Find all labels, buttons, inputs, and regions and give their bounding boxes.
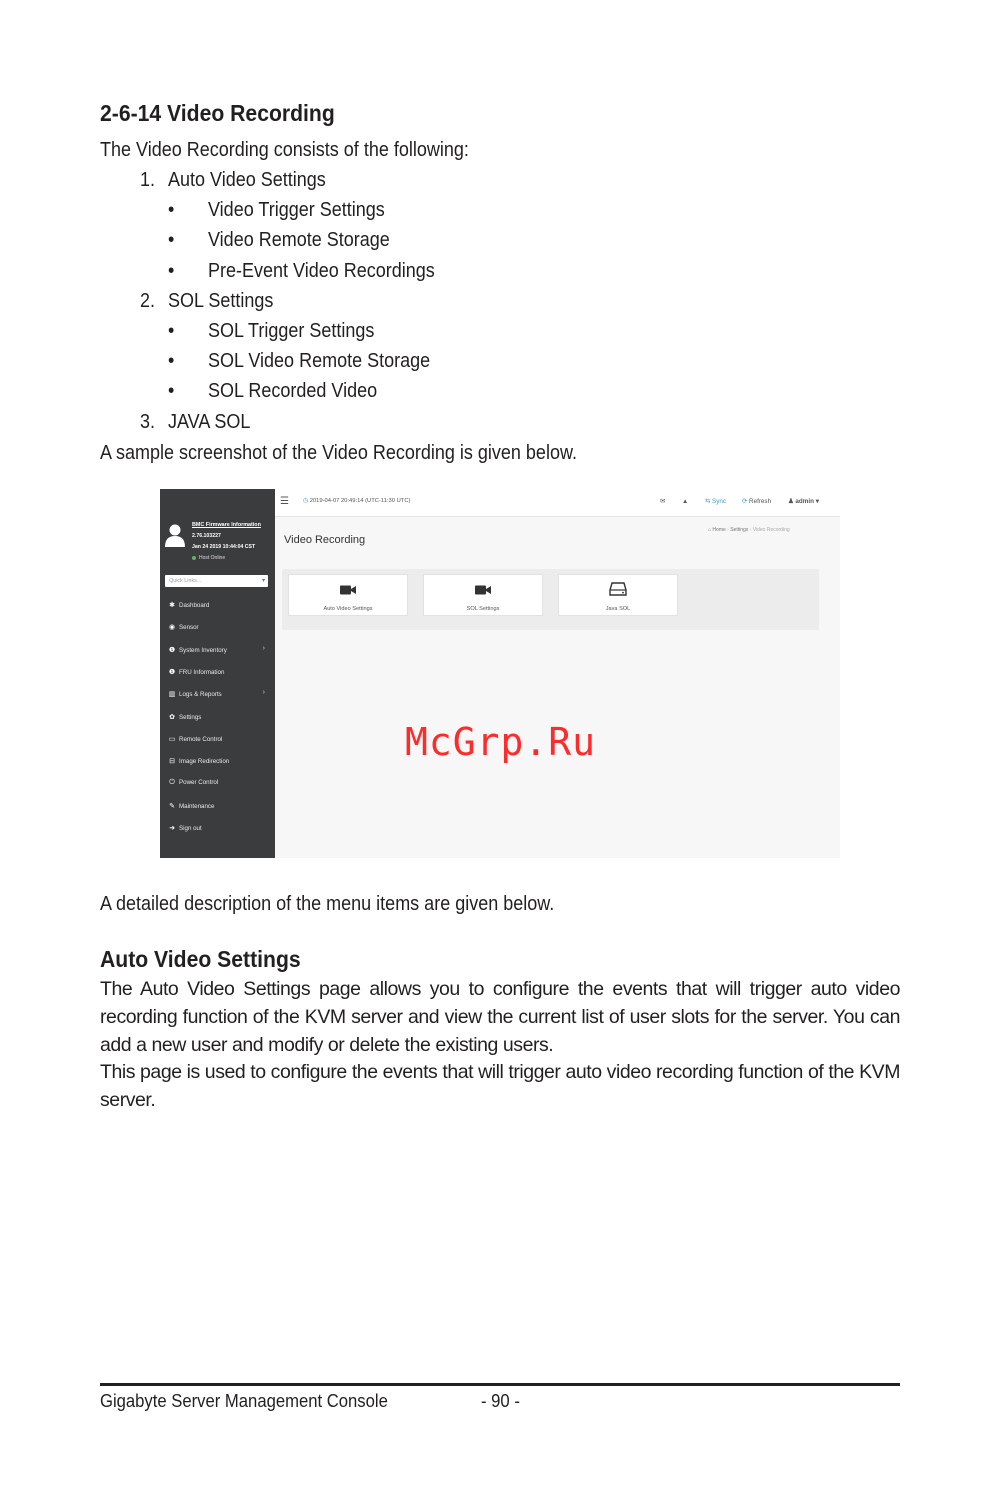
- sync-icon: ⇆: [705, 498, 711, 505]
- page-number: - 90 -: [481, 1390, 520, 1411]
- status-dot-icon: [192, 556, 196, 560]
- sidebar: [160, 489, 275, 858]
- list-number: 3.: [140, 410, 156, 433]
- bar-chart-icon: ▥: [168, 691, 176, 699]
- bullet-icon: •: [168, 199, 175, 222]
- user-menu[interactable]: [788, 498, 819, 505]
- bullet-icon: •: [168, 350, 175, 373]
- monitor-icon: ▭: [168, 735, 176, 743]
- sidebar-item-image-redirection[interactable]: [168, 757, 229, 765]
- card-auto-video-settings[interactable]: [288, 574, 408, 616]
- breadcrumb-settings[interactable]: Settings: [730, 527, 749, 533]
- list-item-label: SOL Settings: [168, 289, 274, 312]
- sample-caption: A sample screenshot of the Video Recording is given below.: [100, 442, 577, 464]
- caret-down-icon: ▾: [815, 498, 819, 505]
- gear-icon: ✿: [169, 713, 175, 721]
- sub-item-label: Video Trigger Settings: [208, 199, 385, 222]
- video-camera-icon: [424, 582, 542, 600]
- sidebar-item-power-control[interactable]: [168, 779, 218, 787]
- sidebar-item-label: Sensor: [179, 624, 199, 632]
- card-java-sol[interactable]: [558, 574, 678, 616]
- sidebar-item-label: Sign out: [179, 825, 202, 832]
- user-label: admin: [795, 498, 814, 505]
- dashboard-icon: ✱: [169, 602, 175, 609]
- sidebar-item-label: Maintenance: [179, 802, 215, 810]
- bmc-version: 2.76.103227: [192, 533, 221, 539]
- auto-video-paragraph-2: This page is used to configure the events that will trigger auto video recording function of the KVM server.: [100, 1061, 900, 1111]
- bullet-icon: •: [168, 259, 175, 282]
- card-label: Java SOL: [605, 606, 631, 612]
- refresh-icon: ⟳: [742, 498, 748, 505]
- sign-out-icon: ➜: [169, 825, 175, 832]
- bullet-icon: •: [168, 229, 175, 252]
- sidebar-item-settings[interactable]: [168, 713, 201, 721]
- info-icon: ❶: [168, 668, 176, 676]
- sync-button[interactable]: [705, 498, 726, 505]
- chevron-down-icon: ▾: [261, 578, 265, 584]
- sidebar-item-logs-reports[interactable]: [168, 690, 222, 698]
- info-icon: ❶: [168, 646, 176, 654]
- breadcrumb: ⌂ Home › Settings › Video Recording: [708, 527, 790, 533]
- sidebar-item-label: FRU Information: [179, 668, 225, 676]
- warning-icon[interactable]: ▲: [682, 498, 689, 505]
- intro-text: The Video Recording consists of the following:: [100, 139, 469, 161]
- envelope-icon[interactable]: ✉: [660, 498, 666, 505]
- video-camera-icon: [289, 582, 407, 600]
- sub-item-label: Pre-Event Video Recordings: [208, 259, 435, 282]
- card-label: SOL Settings: [466, 606, 500, 612]
- quick-links-placeholder: Quick Links...: [169, 578, 202, 584]
- sidebar-item-label: Power Control: [179, 779, 219, 787]
- sub-item-label: SOL Recorded Video: [208, 380, 378, 403]
- bullet-icon: •: [168, 320, 175, 342]
- sync-label: Sync: [712, 498, 727, 505]
- sidebar-item-remote-control[interactable]: [168, 735, 222, 743]
- sidebar-item-label: Settings: [179, 713, 202, 721]
- footer-title: Gigabyte Server Management Console: [100, 1390, 388, 1411]
- refresh-label: Refresh: [749, 498, 772, 505]
- datetime-display: [303, 498, 410, 504]
- sub-item-label: SOL Trigger Settings: [208, 320, 375, 342]
- avatar: [165, 523, 185, 547]
- power-icon: ⏻: [169, 779, 175, 787]
- host-status: [192, 555, 225, 561]
- sub-item-label: SOL Video Remote Storage: [208, 350, 431, 373]
- sidebar-item-system-inventory[interactable]: [168, 646, 227, 654]
- sidebar-item-sign-out[interactable]: [168, 824, 202, 832]
- sidebar-item-label: Image Redirection: [179, 758, 230, 766]
- sidebar-item-label: System Inventory: [179, 646, 227, 654]
- list-number: 2.: [140, 289, 156, 312]
- page-title: Video Recording: [284, 534, 366, 546]
- list-item-label: JAVA SOL: [168, 410, 251, 433]
- card-sol-settings[interactable]: [423, 574, 543, 616]
- breadcrumb-current: Video Recording: [752, 527, 790, 533]
- sub-heading: Auto Video Settings: [100, 946, 301, 972]
- sidebar-item-maintenance[interactable]: [168, 802, 214, 810]
- auto-video-paragraph-1: The Auto Video Settings page allows you to configure the events that will trigger auto video recording function of the KVM server and view the current list of user slots for the server. You can add a new user and modify or delete the existing users.: [100, 978, 900, 1056]
- sidebar-item-label: Remote Control: [179, 735, 223, 743]
- top-bar: [275, 489, 840, 517]
- breadcrumb-home[interactable]: Home: [712, 527, 726, 533]
- wrench-icon: ✎: [169, 802, 175, 810]
- quick-links-select[interactable]: [165, 575, 268, 587]
- footer-rule: [100, 1383, 900, 1386]
- detail-caption: A detailed description of the menu items are given below.: [100, 893, 555, 915]
- datetime-text: 2019-04-07 20:49:14 (UTC-11:30 UTC): [309, 498, 411, 504]
- host-status-label: Host Online: [199, 555, 226, 561]
- bullet-icon: •: [168, 380, 175, 403]
- sensor-icon: ◉: [168, 624, 176, 632]
- hamburger-menu-icon[interactable]: ☰: [280, 496, 289, 507]
- clock-icon: ◷: [303, 498, 309, 504]
- sub-item-label: Video Remote Storage: [208, 229, 390, 252]
- refresh-button[interactable]: [742, 498, 771, 505]
- list-item-label: Auto Video Settings: [168, 169, 326, 191]
- card-label: Auto Video Settings: [323, 606, 373, 612]
- chevron-right-icon: ›: [262, 689, 265, 697]
- watermark: McGrp.Ru: [405, 720, 597, 764]
- sidebar-item-fru-information[interactable]: [168, 668, 224, 676]
- home-icon: ⌂: [708, 527, 712, 533]
- bmc-firmware-title[interactable]: BMC Firmware Information: [192, 522, 261, 528]
- sidebar-item-label: Logs & Reports: [179, 691, 222, 699]
- bmc-date: Jan 24 2019 10:44:04 CST: [192, 544, 256, 550]
- chevron-right-icon: ›: [262, 644, 265, 652]
- user-icon: ♟: [788, 498, 794, 505]
- sidebar-item-sensor[interactable]: [168, 623, 199, 631]
- sidebar-item-dashboard[interactable]: [168, 601, 209, 609]
- drive-icon: ⊟: [169, 758, 175, 766]
- list-number: 1.: [140, 169, 156, 191]
- sidebar-item-label: Dashboard: [179, 602, 210, 609]
- section-heading: 2-6-14 Video Recording: [100, 100, 335, 126]
- ui-screenshot: [160, 489, 840, 858]
- hard-drive-icon: [559, 582, 677, 601]
